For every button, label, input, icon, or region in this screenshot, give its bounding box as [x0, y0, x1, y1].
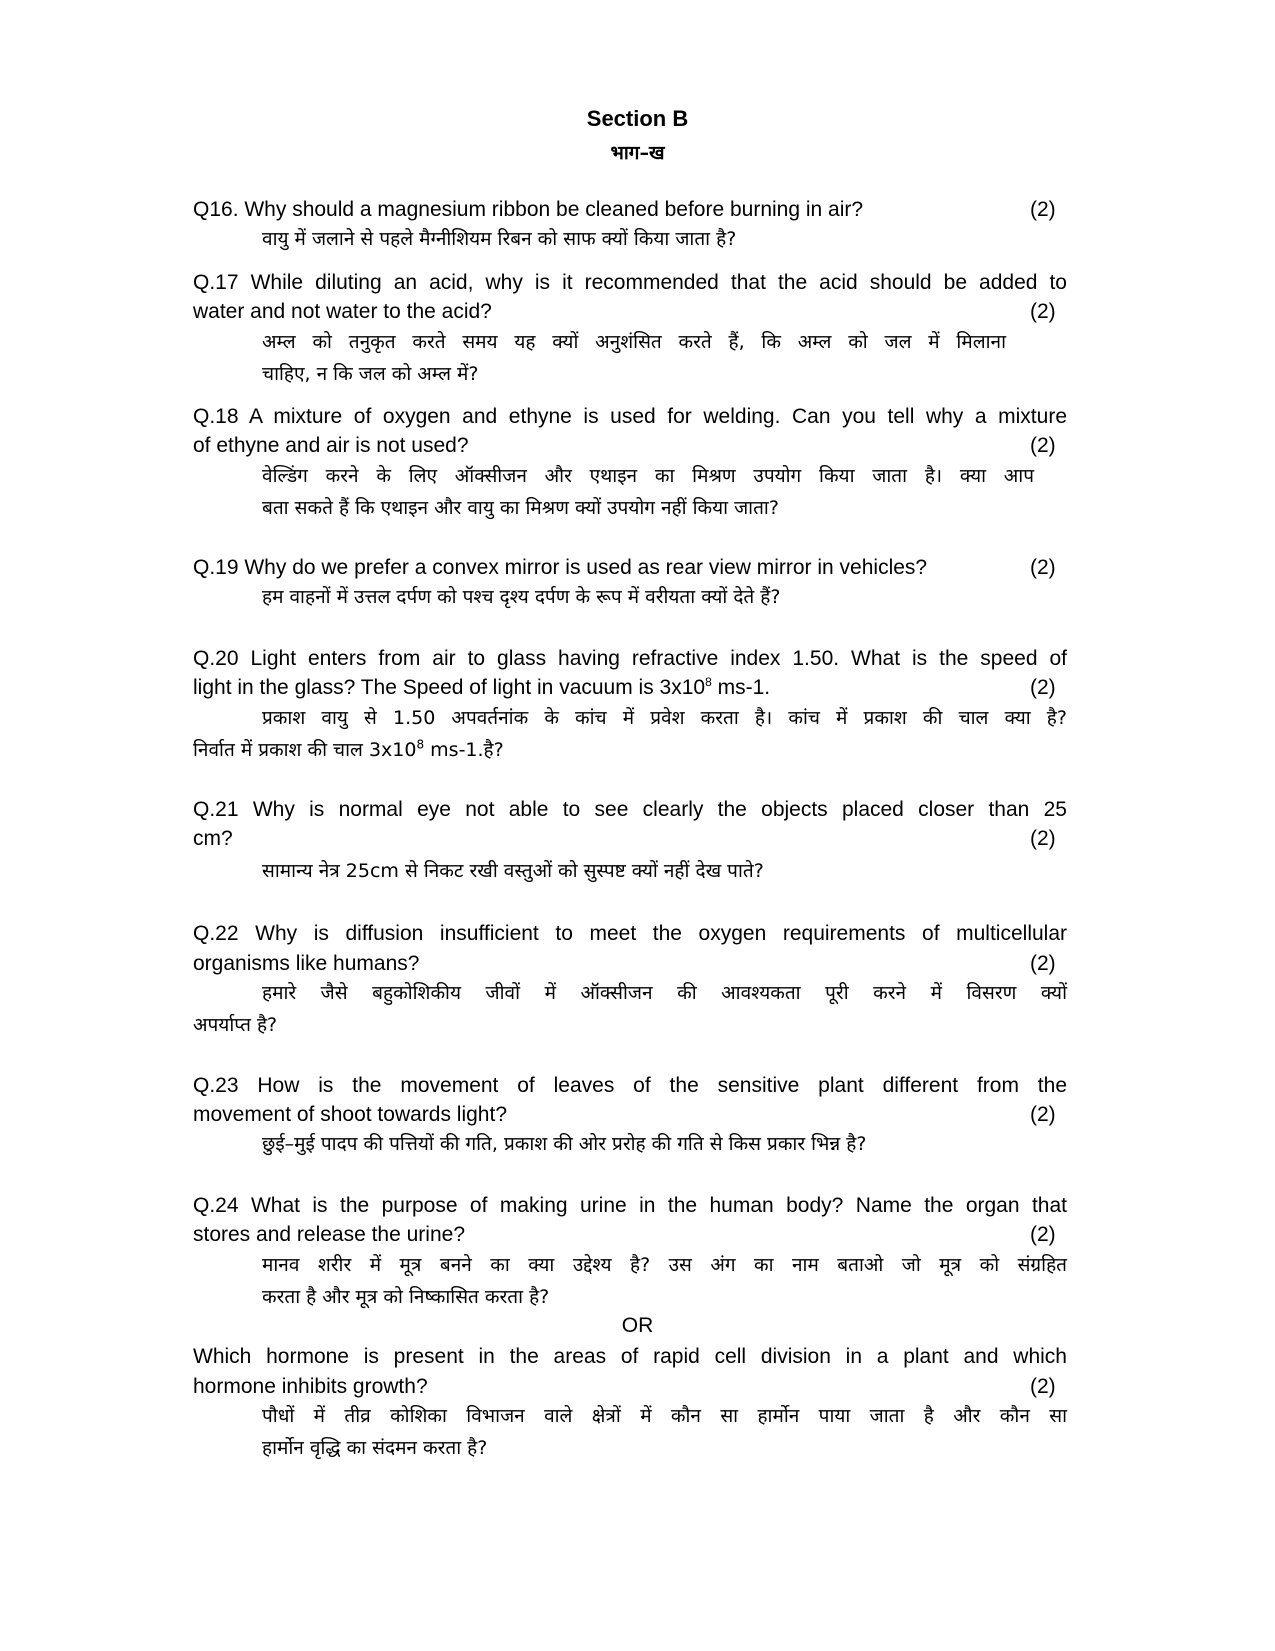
question-text-en: Q.21 Why is normal eye not able to see clearly the objects placed closer than 25	[193, 798, 1067, 821]
marks: (2)	[1030, 952, 1056, 975]
question-text-en: Q.22 Why is diffusion insufficient to meet the oxygen requirements of multicellular	[193, 922, 1067, 945]
question-text-en	[193, 672, 1067, 703]
question-text-en: Q.23 How is the movement of leaves of the sensitive plant different from the	[193, 1074, 1067, 1097]
question-text-hi: चाहिए, न कि जल को अम्ल में?	[262, 363, 479, 385]
question-text-hi: हमारे जैसे बहुकोशिकीय जीवों में ऑक्सीजन की आवश्यकता पूरी करने में विसरण क्यों	[262, 982, 1067, 1004]
marks: (2)	[1030, 434, 1056, 457]
text-run: निर्वात में प्रकाश की चाल 3x10	[193, 739, 417, 761]
question-text-en: Which hormone is present in the areas of rapid cell division in a plant and which	[193, 1345, 1067, 1368]
question-text-hi: हार्मोन वृद्धि का संदमन करता है?	[262, 1437, 488, 1459]
section-title: Section B	[586, 106, 689, 131]
question-text-en: Q.20 Light enters from air to glass having refractive index 1.50. What is the speed of	[193, 647, 1067, 670]
marks: (2)	[1030, 1103, 1056, 1126]
marks: (2)	[1030, 198, 1056, 221]
superscript: 8	[416, 737, 425, 752]
question-text-hi: बता सकते हैं कि एथाइन और वायु का मिश्रण क्यों उपयोग नहीं किया जाता?	[262, 497, 779, 519]
question-text-en: of ethyne and air is not used?	[193, 434, 469, 457]
question-text-hi: वेल्डिंग करने के लिए ऑक्सीजन और एथाइन का मिश्रण उपयोग किया जाता है। क्या आप	[262, 465, 1034, 487]
question-text-hi: प्रकाश वायु से 1.50 अपवर्तनांक के कांच में प्रवेश करता है। कांच में प्रकाश की चाल क्या है?	[262, 707, 1067, 729]
question-text-en: organisms like humans?	[193, 952, 420, 975]
section-subtitle: भाग–ख	[610, 142, 665, 164]
or-separator: OR	[621, 1314, 654, 1337]
text-run: light in the glass? The Speed of light in vacuum is 3x10	[193, 676, 706, 699]
marks: (2)	[1030, 300, 1056, 323]
question-text-en: Q.18 A mixture of oxygen and ethyne is used for welding. Can you tell why a mixture	[193, 405, 1067, 428]
question-text-hi: सामान्य नेत्र 25cm से निकट रखी वस्तुओं को सुस्पष्ट क्यों नहीं देख पाते?	[262, 860, 764, 882]
question-text-hi: छुई–मुई पादप की पत्तियों की गति, प्रकाश की ओर प्ररोह की गति से किस प्रकार भिन्न है?	[262, 1133, 867, 1155]
question-text-hi: अम्ल को तनुकृत करते समय यह क्यों अनुशंसित करते हैं, कि अम्ल को जल में मिलाना	[262, 331, 1006, 353]
question-text-en: Q16. Why should a magnesium ribbon be cleaned before burning in air?	[193, 198, 864, 221]
question-text-en: cm?	[193, 827, 233, 850]
text-run: ms-1.	[711, 676, 771, 699]
marks: (2)	[1030, 1223, 1056, 1246]
question-text-hi: वायु में जलाने से पहले मैग्नीशियम रिबन को साफ क्यों किया जाता है?	[262, 228, 737, 250]
question-text-en: Q.24 What is the purpose of making urine in the human body? Name the organ that	[193, 1194, 1067, 1217]
question-text-hi: अपर्याप्त है?	[193, 1014, 278, 1036]
question-text-en: water and not water to the acid?	[193, 300, 492, 323]
superscript: 8	[705, 675, 712, 689]
question-text-hi	[193, 734, 504, 767]
question-text-en: Q.19 Why do we prefer a convex mirror is used as rear view mirror in vehicles?	[193, 556, 928, 579]
question-text-en: movement of shoot towards light?	[193, 1103, 507, 1126]
text-run: ms-1.है?	[424, 739, 504, 761]
question-text-hi: हम वाहनों में उत्तल दर्पण को पश्च दृश्य दर्पण के रूप में वरीयता क्यों देते हैं?	[262, 586, 781, 608]
marks: (2)	[1030, 556, 1056, 579]
question-text-hi: पौधों में तीव्र कोशिका विभाजन वाले क्षेत्रों में कौन सा हार्मोन पाया जाता है और कौन सा	[262, 1405, 1067, 1427]
marks: (2)	[1030, 676, 1056, 699]
question-text-en: stores and release the urine?	[193, 1223, 466, 1246]
question-text-en: Q.17 While diluting an acid, why is it recommended that the acid should be added to	[193, 271, 1067, 294]
question-text-en: hormone inhibits growth?	[193, 1375, 428, 1398]
question-text-hi: करता है और मूत्र को निष्कासित करता है?	[262, 1286, 550, 1308]
question-text-hi: मानव शरीर में मूत्र बनने का क्या उद्देश्य है? उस अंग का नाम बताओ जो मूत्र को संग्रहित	[262, 1254, 1067, 1276]
marks: (2)	[1030, 1375, 1056, 1398]
marks: (2)	[1030, 827, 1056, 850]
